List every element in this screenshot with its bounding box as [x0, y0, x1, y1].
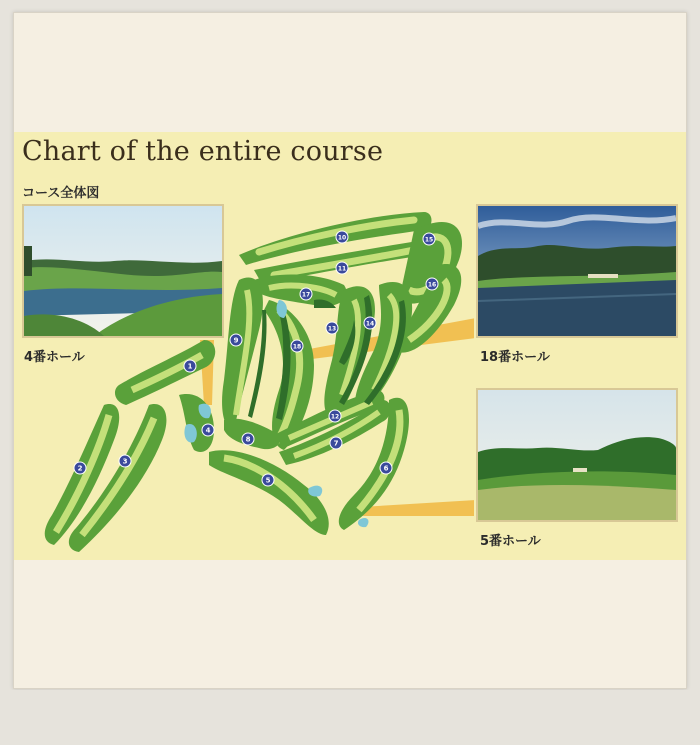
hole-marker-12: [329, 410, 341, 422]
hole-label: 12: [330, 413, 340, 421]
hole-label: 1: [187, 362, 193, 371]
photo-hole-5: [476, 388, 678, 522]
hole-marker-4: [202, 424, 214, 436]
photo-hole-5-image: [478, 390, 676, 520]
caption-hole-5: 5番ホール: [480, 534, 541, 549]
hole-label: 6: [383, 464, 389, 473]
hole-marker-13: [326, 322, 338, 334]
hole-label: 10: [337, 234, 347, 242]
caption-hole-4: 4番ホール: [24, 350, 85, 365]
hole-label: 18: [292, 343, 302, 351]
hole-label: 9: [233, 336, 239, 345]
hole-label: 5: [265, 476, 271, 485]
hole-marker-16: [426, 278, 438, 290]
hole-label: 4: [205, 426, 211, 435]
hole-marker-15: [423, 233, 435, 245]
photo-hole-18: [476, 204, 678, 338]
hole-marker-10: [336, 231, 348, 243]
caption-hole-18: 18番ホール: [480, 350, 550, 365]
bottom-strip: [0, 690, 700, 745]
hole-marker-2: [74, 462, 86, 474]
hole-marker-3: [119, 455, 131, 467]
hole-marker-5: [262, 474, 274, 486]
hole-label: 17: [301, 291, 311, 299]
hole-label: 11: [337, 265, 347, 273]
hole-marker-6: [380, 462, 392, 474]
hole-label: 8: [245, 435, 251, 444]
chart-title: Chart of the entire course: [22, 136, 384, 167]
photo-hole-4: [22, 204, 224, 338]
hole-marker-8: [242, 433, 254, 445]
hole-marker-14: [364, 317, 376, 329]
hole-marker-18: [291, 340, 303, 352]
hole-marker-1: [184, 360, 196, 372]
hole-marker-9: [230, 334, 242, 346]
hole-marker-11: [336, 262, 348, 274]
photo-hole-4-image: [24, 206, 222, 336]
hole-label: 3: [122, 457, 128, 466]
hole-label: 15: [424, 236, 434, 244]
hole-marker-17: [300, 288, 312, 300]
hole-label: 14: [365, 320, 375, 328]
hole-marker-7: [330, 437, 342, 449]
hole-label: 16: [427, 281, 437, 289]
hole-label: 2: [77, 464, 83, 473]
hole-label: 13: [327, 325, 337, 333]
hole-label: 7: [333, 439, 339, 448]
chart-subtitle: コース全体図: [22, 186, 100, 201]
photo-hole-18-image: [478, 206, 676, 336]
